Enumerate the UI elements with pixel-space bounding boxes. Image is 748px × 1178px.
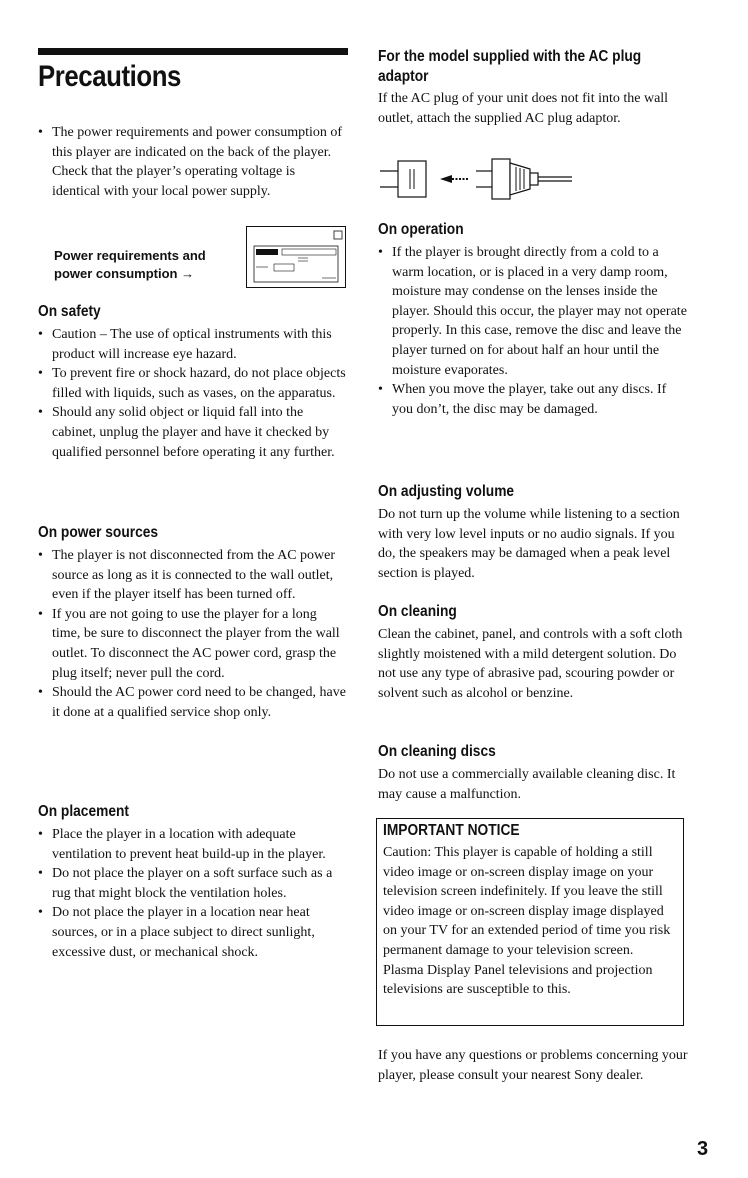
- placement-heading: On placement: [38, 803, 129, 820]
- cleaning-discs-section: [378, 742, 688, 804]
- power-sources-heading: On power sources: [38, 524, 159, 541]
- ac-plug-heading: For the model supplied with the AC plug: [378, 48, 642, 65]
- ac-plug-adaptor-illustration: [380, 157, 580, 203]
- list-item: • Caution – The use of optical instruments with this product will increase eye hazard.: [38, 325, 348, 364]
- important-notice-heading: IMPORTANT NOTICE: [383, 822, 520, 839]
- important-notice-box: [376, 818, 684, 1026]
- closing-section: [378, 1046, 688, 1085]
- ac-plug-text: If the AC plug of your unit does not fit into the wall outlet, attach the supplied AC plug adaptor.: [378, 91, 669, 126]
- volume-section: [378, 482, 688, 583]
- list-item: • Should the AC power cord need to be changed, have it done at a qualified service shop only.: [38, 683, 348, 722]
- cleaning-discs-heading: On cleaning discs: [378, 743, 496, 760]
- volume-text: Do not turn up the volume while listening to a section with very low level inputs or no audio signals. If you do, the speakers may be damaged when a peak level section is played.: [378, 507, 680, 581]
- list-item: • To prevent fire or shock hazard, do not place objects filled with liquids, such as vases, on the apparatus.: [38, 364, 348, 403]
- list-item: • Do not place the player on a soft surface such as a rug that might block the ventilation holes.: [38, 864, 348, 903]
- power-requirements-label: [54, 247, 250, 283]
- list-item: • If the player is brought directly from a cold to a warm location, or is placed in a very damp room, moisture may condense on the lenses inside the player. Should this occur, the player may not operate properly. In this case, remove the disc and leave the player turned on for about half an hour until the moisture evaporates.: [378, 243, 688, 380]
- list-item: • If you are not going to use the player for a long time, be sure to disconnect the player from the wall outlet. To disconnect the AC power cord, grasp the plug itself; never pull the cord.: [38, 605, 348, 683]
- power-label-line2: power consumption →: [54, 266, 195, 281]
- cleaning-heading: On cleaning: [378, 603, 457, 620]
- cleaning-text: Clean the cabinet, panel, and controls with a soft cloth slightly moistened with a mild detergent solution. Do not use any type of abrasive pad, scouring powder or solvent such as alcohol or benzine.: [378, 627, 683, 701]
- title-rule: [38, 48, 348, 55]
- list-item: • Should any solid object or liquid fall into the cabinet, unplug the player and have it checked by qualified personnel before operating it any further.: [38, 403, 348, 462]
- list-item: • The player is not disconnected from the AC power source as long as it is connected to the wall outlet, even if the player itself has been turned off.: [38, 546, 348, 605]
- list-item: • When you move the player, take out any discs. If you don’t, the disc may be damaged.: [378, 380, 688, 419]
- intro-section: [38, 123, 346, 201]
- safety-section: [38, 302, 348, 462]
- volume-heading: On adjusting volume: [378, 483, 515, 500]
- rear-panel-label-illustration: [246, 226, 346, 288]
- important-notice-text: Caution: This player is capable of holding a still video image or on-screen display image on your television screen indefinitely. If you leave the still video image or on-screen display image displayed on your TV for an extended period of time you risk permanent damage to your television screen. Plasma Display Panel televisions and projection televisions are susceptible to this.: [383, 845, 671, 998]
- power-label-line1: Power requirements and: [54, 248, 206, 263]
- placement-section: [38, 802, 348, 962]
- operation-heading: On operation: [378, 221, 464, 238]
- page-title: Precautions: [38, 60, 181, 93]
- power-sources-section: [38, 523, 348, 722]
- ac-plug-heading-line2: adaptor: [378, 68, 429, 85]
- list-item: • Place the player in a location with adequate ventilation to prevent heat build-up in the player.: [38, 825, 348, 864]
- safety-heading: On safety: [38, 303, 101, 320]
- cleaning-section: [378, 602, 688, 703]
- ac-plug-section: [378, 47, 688, 128]
- page-number: 3: [697, 1138, 709, 1160]
- intro-item: • The power requirements and power consumption of this player are indicated on the back of the player. Check that the player’s operating voltage is identical with your local power supply.: [38, 123, 346, 201]
- operation-section: [378, 220, 688, 419]
- cleaning-discs-text: Do not use a commercially available cleaning disc. It may cause a malfunction.: [378, 767, 676, 802]
- closing-text: If you have any questions or problems concerning your player, please consult your nearest Sony dealer.: [378, 1048, 688, 1083]
- list-item: • Do not place the player in a location near heat sources, or in a place subject to direct sunlight, excessive dust, or mechanical shock.: [38, 903, 348, 962]
